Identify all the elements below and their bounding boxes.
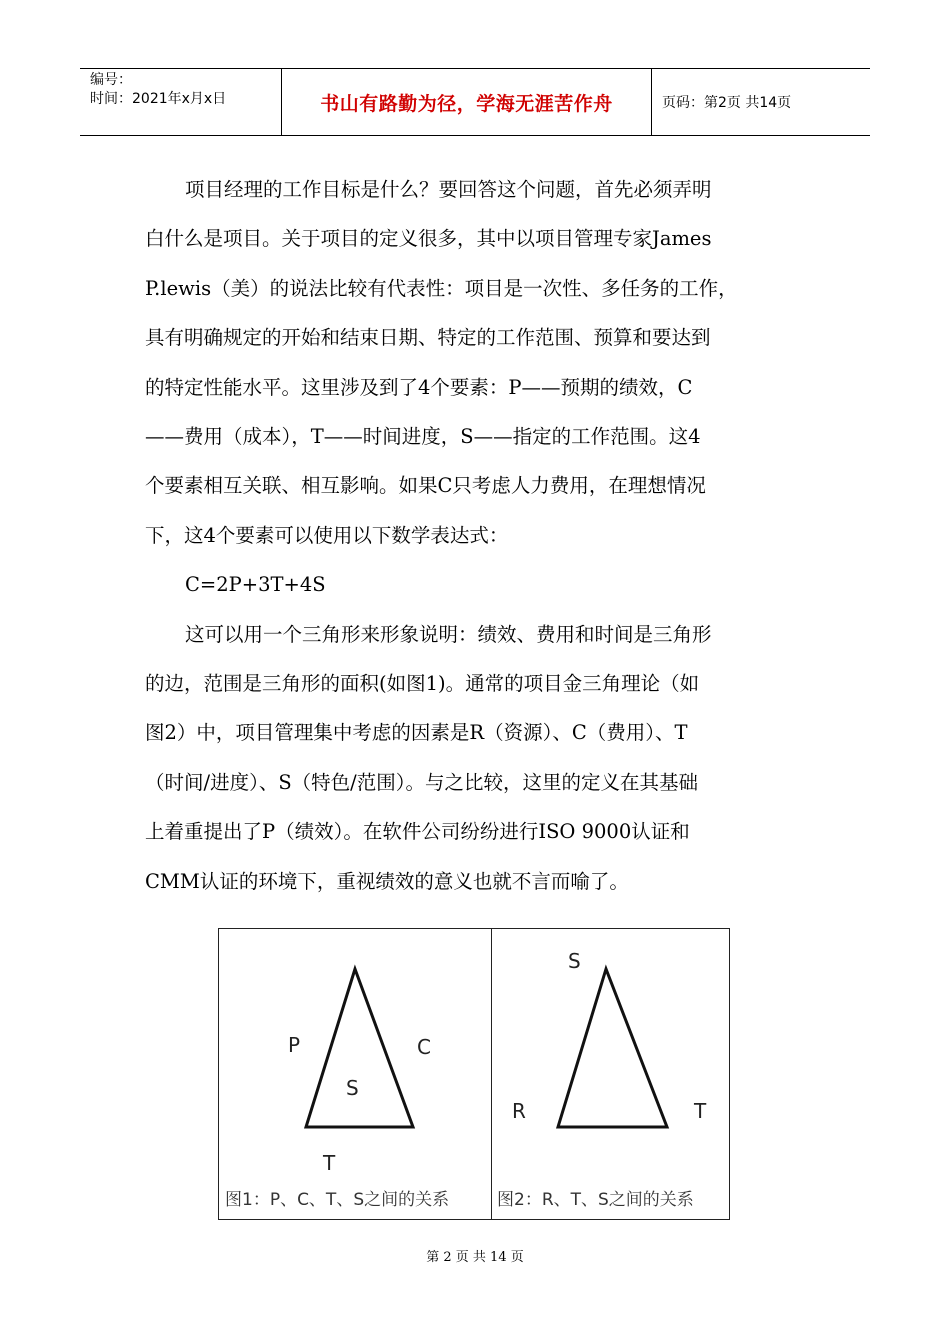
footer-page-number: 第 2 页 共 14 页 xyxy=(426,1250,524,1265)
body-text xyxy=(145,165,825,906)
header-meta xyxy=(80,69,282,135)
header-page-info: 页码：第2页 共14页 xyxy=(662,95,792,111)
figure-divider xyxy=(491,929,492,1219)
paragraph-line: 的边，范围是三角形的面积(如图1)。通常的项目金三角理论（如 xyxy=(145,672,700,696)
paragraph-line: 个要素相互关联、相互影响。如果C只考虑人力费用，在理想情况 xyxy=(145,474,706,498)
triangle-2 xyxy=(558,969,667,1127)
page-footer xyxy=(0,1246,950,1265)
fig1-label-t: T xyxy=(323,1151,336,1175)
fig2-caption: 图2：R、T、S之间的关系 xyxy=(497,1190,694,1210)
paragraph-line: CMM认证的环境下，重视绩效的意义也就不言而喻了。 xyxy=(145,869,629,893)
paragraph-line: （时间/进度）、S（特色/范围）。与之比较，这里的定义在其基础 xyxy=(145,770,698,794)
code-label: 编号： xyxy=(90,72,132,88)
header-motto: 书山有路勤为径，学海无涯苦作舟 xyxy=(320,92,613,115)
fig2-label-r: R xyxy=(512,1099,526,1123)
header-page-info-cell xyxy=(652,69,870,135)
paragraph-line: 的特定性能水平。这里涉及到了4个要素：P——预期的绩效，C xyxy=(145,375,693,399)
fig1-caption: 图1：P、C、T、S之间的关系 xyxy=(225,1190,450,1210)
header-motto-cell xyxy=(282,69,652,135)
fig2-label-t: T xyxy=(694,1099,707,1123)
time-label: 时间：2021年x月x日 xyxy=(90,91,227,107)
triangle-figure xyxy=(218,928,730,1220)
paragraph-line: 下，这4个要素可以使用以下数学表达式： xyxy=(145,523,509,547)
paragraph-line: ——费用（成本），T——时间进度，S——指定的工作范围。这4 xyxy=(145,425,701,449)
paragraph-line: 具有明确规定的开始和结束日期、特定的工作范围、预算和要达到 xyxy=(145,326,711,350)
fig1-label-c: C xyxy=(417,1035,431,1059)
formula-line: C=2P+3T+4S xyxy=(185,573,326,597)
paragraph-line: 白什么是项目。关于项目的定义很多，其中以项目管理专家James xyxy=(145,227,712,251)
triangle-1 xyxy=(306,969,413,1127)
page-header xyxy=(80,68,870,136)
paragraph-line: 这可以用一个三角形来形象说明：绩效、费用和时间是三角形 xyxy=(185,622,712,646)
triangle-diagrams xyxy=(219,929,729,1219)
fig1-label-s: S xyxy=(346,1076,359,1100)
fig2-label-s: S xyxy=(568,949,581,973)
paragraph-line: 图2）中，项目管理集中考虑的因素是R（资源）、C（费用）、T xyxy=(145,721,688,745)
fig1-label-p: P xyxy=(288,1033,301,1057)
paragraph-line: 项目经理的工作目标是什么？要回答这个问题，首先必须弄明 xyxy=(185,178,712,201)
paragraph-line: 上着重提出了P（绩效）。在软件公司纷纷进行ISO 9000认证和 xyxy=(145,820,690,844)
paragraph-line: P.lewis（美）的说法比较有代表性：项目是一次性、多任务的工作， xyxy=(145,276,738,300)
